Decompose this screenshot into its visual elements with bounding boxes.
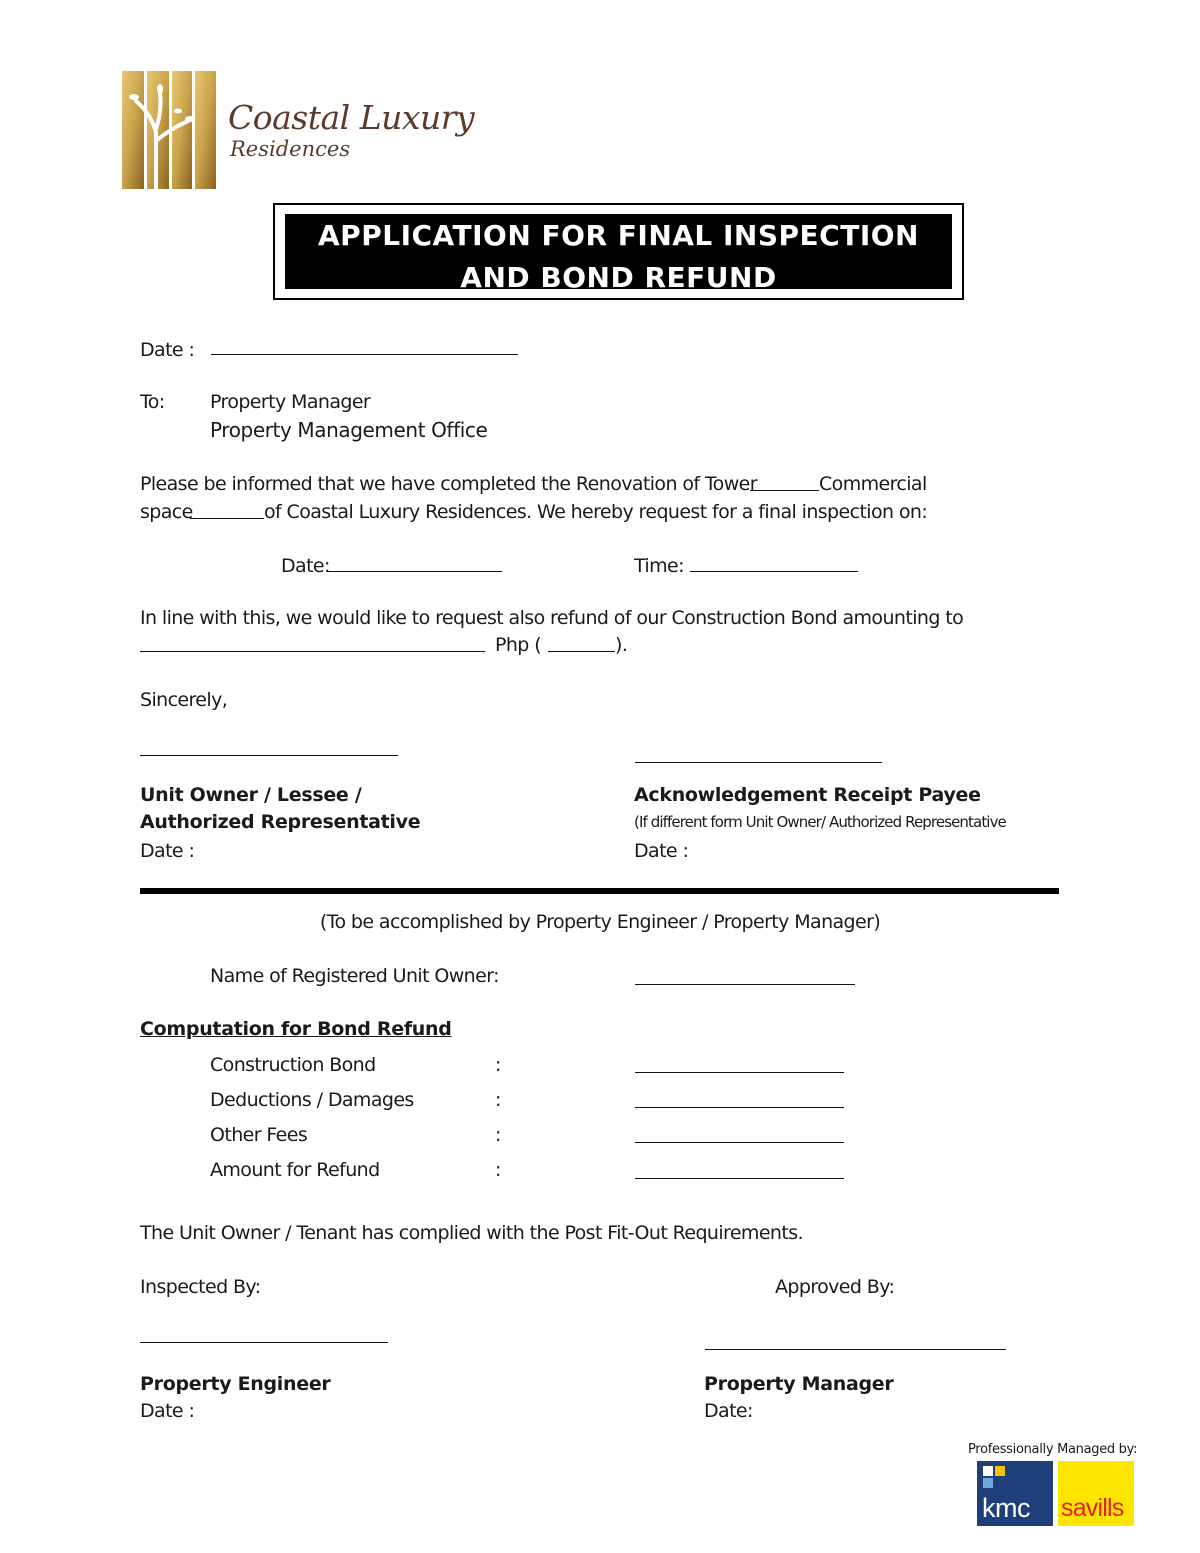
space-field-line[interactable] [190,518,264,519]
closing: Sincerely, [140,689,228,711]
inspected-by-label: Inspected By: [140,1276,261,1298]
computation-title: Computation for Bond Refund [140,1018,452,1040]
owner-date-label: Date : [140,840,195,862]
title-line-1: APPLICATION FOR FINAL INSPECTION [318,219,919,252]
to-label: To: [140,391,165,413]
bond-amount-words-line[interactable] [140,651,485,652]
savills-logo [1058,1461,1134,1526]
brand-subtitle: Residences [230,137,351,161]
engineer-date-label: Date : [140,1400,195,1422]
logo-tree-icon [122,71,216,189]
refund-amount-line[interactable] [635,1178,844,1179]
other-fees-line[interactable] [635,1142,844,1143]
other-fees-colon: : [495,1124,501,1146]
date-label: Date : [140,339,195,361]
date-field-line[interactable] [211,354,518,355]
paragraph-1-line-1: Please be informed that we have completed the Renovation of Tower [140,473,757,495]
owner-title-1: Unit Owner / Lessee / [140,784,362,806]
php-close: ). [615,634,628,656]
approved-by-label: Approved By: [775,1276,895,1298]
php-label: Php ( [495,634,542,656]
payee-note: (If different form Unit Owner/ Authorized Representative [634,813,1006,831]
inspection-time-line[interactable] [690,571,858,572]
document-title [273,203,964,300]
construction-bond-colon: : [495,1054,501,1076]
brand-name: Coastal Luxury [228,98,475,137]
paragraph-2-line-1: In line with this, we would like to request also refund of our Construction Bond amounting to [140,607,964,629]
kmc-logo [977,1461,1053,1526]
paragraph-1-commercial: Commercial [819,473,927,495]
refund-amount-label: Amount for Refund [210,1159,380,1181]
bond-amount-figure-line[interactable] [548,651,615,652]
tower-field-line[interactable] [750,490,819,491]
registered-owner-line[interactable] [635,984,855,985]
payee-title: Acknowledgement Receipt Payee [634,784,981,806]
deductions-colon: : [495,1089,501,1111]
engineer-section-header: (To be accomplished by Property Engineer / Property Manager) [319,911,881,933]
deductions-label: Deductions / Damages [210,1089,414,1111]
registered-owner-label: Name of Registered Unit Owner: [210,965,499,987]
paragraph-1-space: space [140,501,193,523]
construction-bond-label: Construction Bond [210,1054,376,1076]
refund-amount-colon: : [495,1159,501,1181]
other-fees-label: Other Fees [210,1124,308,1146]
manager-signature-line[interactable] [705,1349,1006,1350]
manager-date-label: Date: [704,1400,753,1422]
inspection-date-label: Date: [281,555,330,577]
kmc-wordmark: kmc [982,1493,1030,1523]
engineer-title: Property Engineer [140,1373,331,1395]
engineer-signature-line[interactable] [140,1342,388,1343]
construction-bond-line[interactable] [635,1072,844,1073]
managed-by-label: Professionally Managed by: [968,1442,1138,1457]
title-line-2: AND BOND REFUND [460,261,777,294]
payee-date-label: Date : [634,840,689,862]
manager-title: Property Manager [704,1373,894,1395]
inspection-time-label: Time: [634,555,684,577]
owner-signature-line[interactable] [140,755,398,756]
payee-signature-line[interactable] [635,762,882,763]
recipient-office: Property Management Office [210,418,488,442]
savills-wordmark: savills [1061,1494,1124,1522]
deductions-line[interactable] [635,1107,844,1108]
inspection-date-line[interactable] [328,571,502,572]
recipient: Property Manager [210,391,371,413]
compliance-statement: The Unit Owner / Tenant has complied with the Post Fit-Out Requirements. [140,1222,803,1244]
paragraph-1-line-2: of Coastal Luxury Residences. We hereby request for a final inspection on: [264,501,928,523]
section-divider [140,888,1059,894]
owner-title-2: Authorized Representative [140,811,421,833]
